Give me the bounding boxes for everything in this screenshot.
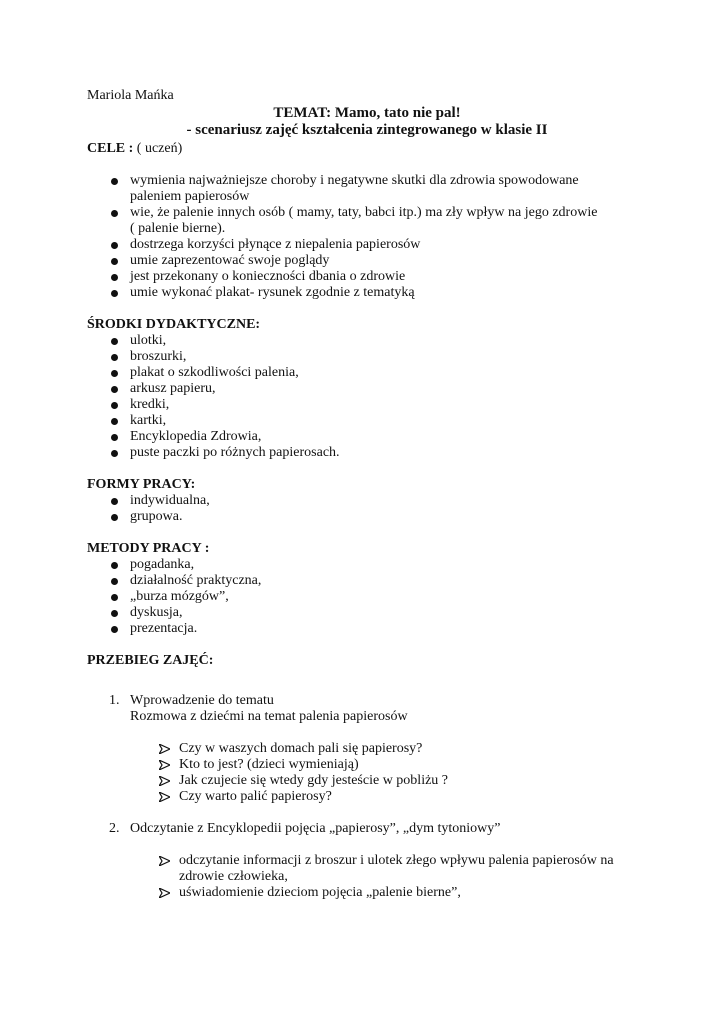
list-item: kartki, — [87, 413, 647, 429]
bullet-icon — [111, 450, 118, 457]
arrow-bullet-icon — [159, 760, 170, 770]
bullet-icon — [111, 178, 118, 185]
bullet-icon — [111, 418, 118, 425]
formy-list — [87, 493, 647, 525]
step-2 — [87, 821, 647, 837]
arrow-bullet-icon — [159, 744, 170, 754]
bullet-icon — [111, 594, 118, 601]
bullet-icon — [111, 514, 118, 521]
list-item: pogadanka, — [87, 557, 647, 573]
cele-note: ( uczeń) — [133, 141, 183, 156]
list-item: wie, że palenie innych osób ( mamy, taty, babci itp.) ma zły wpływ na jego zdrowie — [87, 205, 647, 221]
list-item: puste paczki po różnych papierosach. — [87, 445, 647, 461]
author-name: Mariola Mańka — [87, 88, 174, 103]
section-heading-formy: FORMY PRACY: — [87, 477, 196, 492]
bullet-icon — [111, 402, 118, 409]
bullet-icon — [111, 498, 118, 505]
cele-list — [87, 173, 647, 301]
step-number: 2. — [109, 821, 120, 836]
bullet-icon — [111, 210, 118, 217]
step-1-list — [87, 741, 647, 805]
metody-list — [87, 557, 647, 637]
list-item: działalność praktyczna, — [87, 573, 647, 589]
bullet-icon — [111, 354, 118, 361]
step-1-subtitle: Rozmowa z dziećmi na temat palenia papierosów — [130, 709, 408, 724]
bullet-icon — [111, 274, 118, 281]
list-item: Czy warto palić papierosy? — [87, 789, 647, 805]
list-item: ulotki, — [87, 333, 647, 349]
section-heading-cele — [87, 141, 647, 157]
step-1 — [87, 693, 647, 725]
bullet-icon — [111, 290, 118, 297]
list-item: „burza mózgów”, — [87, 589, 647, 605]
list-item: prezentacja. — [87, 621, 647, 637]
step-1-title: Wprowadzenie do tematu — [130, 693, 274, 708]
step-2-list — [87, 853, 647, 901]
arrow-bullet-icon — [159, 888, 170, 898]
list-item: odczytanie informacji z broszur i ulotek złego wpływu palenia papierosów na — [87, 853, 647, 869]
bullet-icon — [111, 258, 118, 265]
srodki-list — [87, 333, 647, 461]
arrow-bullet-icon — [159, 776, 170, 786]
list-item: plakat o szkodliwości palenia, — [87, 365, 647, 381]
bullet-icon — [111, 338, 118, 345]
bullet-icon — [111, 370, 118, 377]
bullet-icon — [111, 386, 118, 393]
list-item: umie wykonać plakat- rysunek zgodnie z tematyką — [87, 285, 647, 301]
list-item-continuation: paleniem papierosów — [130, 189, 250, 204]
list-item: Encyklopedia Zdrowia, — [87, 429, 647, 445]
bullet-icon — [111, 242, 118, 249]
step-number: 1. — [109, 693, 120, 708]
list-item: arkusz papieru, — [87, 381, 647, 397]
list-item: uświadomienie dzieciom pojęcia „palenie bierne”, — [87, 885, 647, 901]
list-item: dyskusja, — [87, 605, 647, 621]
list-item: jest przekonany o konieczności dbania o zdrowie — [87, 269, 647, 285]
bullet-icon — [111, 626, 118, 633]
arrow-bullet-icon — [159, 792, 170, 802]
list-item: umie zaprezentować swoje poglądy — [87, 253, 647, 269]
list-item: Jak czujecie się wtedy gdy jesteście w pobliżu ? — [87, 773, 647, 789]
title-line-2: - scenariusz zajęć kształcenia zintegrowanego w klasie II — [186, 122, 548, 138]
list-item: kredki, — [87, 397, 647, 413]
list-item: wymienia najważniejsze choroby i negatywne skutki dla zdrowia spowodowane — [87, 173, 647, 189]
list-item: grupowa. — [87, 509, 647, 525]
title-line-1: TEMAT: Mamo, tato nie pal! — [273, 105, 461, 121]
bullet-icon — [111, 578, 118, 585]
step-2-title: Odczytanie z Encyklopedii pojęcia „papierosy”, „dym tytoniowy” — [130, 821, 501, 836]
document-title — [87, 105, 647, 139]
list-item: Czy w waszych domach pali się papierosy? — [87, 741, 647, 757]
list-item-continuation: zdrowie człowieka, — [179, 869, 288, 884]
cele-heading: CELE : — [87, 141, 134, 156]
bullet-icon — [111, 610, 118, 617]
document-page — [87, 88, 647, 901]
section-heading-przebieg: PRZEBIEG ZAJĘĆ: — [87, 653, 214, 668]
list-item: indywidualna, — [87, 493, 647, 509]
list-item: broszurki, — [87, 349, 647, 365]
list-item: dostrzega korzyści płynące z niepalenia papierosów — [87, 237, 647, 253]
list-item-continuation: ( palenie bierne). — [130, 221, 226, 236]
section-heading-srodki: ŚRODKI DYDAKTYCZNE: — [87, 317, 261, 332]
section-heading-metody: METODY PRACY : — [87, 541, 210, 556]
bullet-icon — [111, 562, 118, 569]
arrow-bullet-icon — [159, 856, 170, 866]
bullet-icon — [111, 434, 118, 441]
list-item: Kto to jest? (dzieci wymieniają) — [87, 757, 647, 773]
